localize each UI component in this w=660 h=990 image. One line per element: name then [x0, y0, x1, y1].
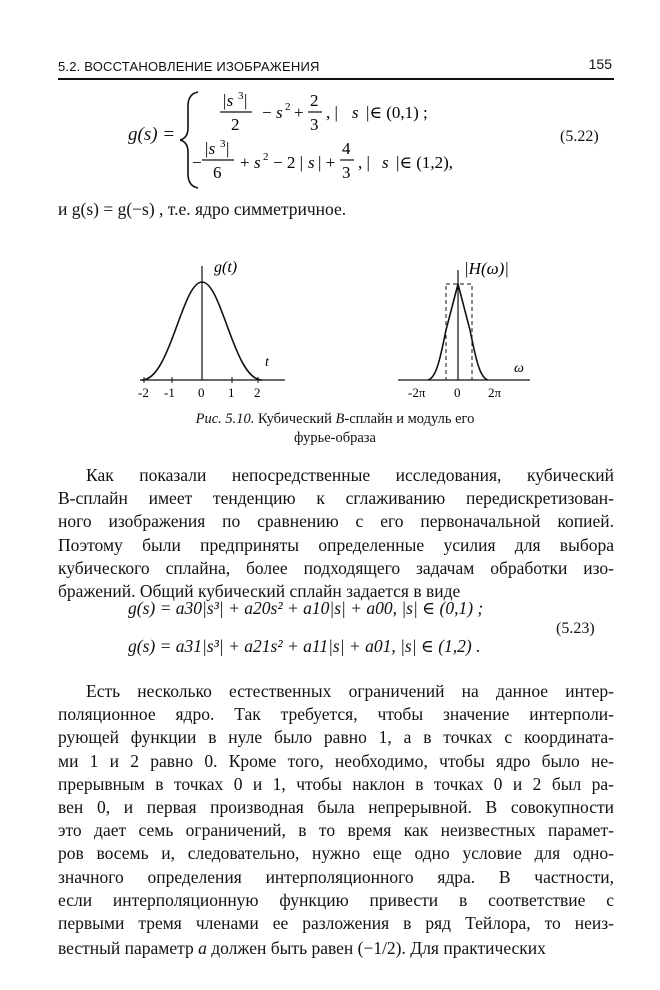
- svg-text:3: 3: [238, 90, 244, 102]
- text-line: поляционное ядро. Так требуется, чтобы значение интерполи-: [58, 704, 614, 725]
- fraction-minus-half: (−1/2): [357, 938, 402, 958]
- svg-text:s: s: [352, 103, 359, 122]
- eq-lhs: g(s) =: [128, 124, 176, 145]
- symmetry-statement: и g(s) = g(−s) , т.е. ядро симметричное.: [58, 199, 347, 219]
- text-line: ров восемь и, следовательно, нужно еще одно условие для одно-: [58, 843, 614, 864]
- svg-text:3: 3: [220, 138, 226, 150]
- text-line: Как показали непосредственные исследования, кубический: [86, 465, 614, 485]
- left-brace: [180, 92, 198, 188]
- svg-text:, |: , |: [326, 103, 338, 122]
- svg-text:s: s: [308, 153, 315, 172]
- left-ylabel: g(t): [214, 259, 238, 276]
- paragraph-1: [58, 464, 614, 603]
- svg-text:3: 3: [310, 115, 319, 134]
- equation-number: (5.22): [560, 128, 599, 145]
- tick-label: -2π: [408, 385, 426, 400]
- svg-text:| +: | +: [318, 153, 336, 172]
- left-xlabel: t: [265, 355, 269, 370]
- equation-number: (5.23): [556, 620, 595, 637]
- text-line: Есть несколько естественных ограничений на данное интер-: [86, 681, 614, 701]
- right-ylabel: |H(ω)|: [464, 259, 509, 278]
- svg-text:|∈ (1,2),: |∈ (1,2),: [396, 153, 454, 172]
- left-plot-bspline: [138, 259, 285, 400]
- text-line: вен 0, и первая производная была непрерывной. В совокупности: [58, 796, 614, 817]
- text-line: ного изображения по сравнению с его первоначальной копией.: [58, 511, 614, 532]
- svg-text:−: −: [192, 153, 202, 172]
- svg-text:3: 3: [342, 163, 351, 182]
- svg-text:4: 4: [342, 139, 351, 158]
- figure-5-10: [130, 250, 560, 410]
- case-2: [192, 138, 453, 182]
- svg-text:6: 6: [213, 163, 222, 182]
- svg-text:−: −: [262, 103, 272, 122]
- text-line: первыми тремя членами ее разложения в ряд Тейлора, то неиз-: [58, 912, 614, 933]
- text-line: кубического сплайна, более подходящего задачам обработки изо-: [58, 557, 614, 578]
- tick-label: 0: [454, 385, 461, 400]
- svg-text:|s: |s: [204, 139, 216, 158]
- text-line: это дает семь ограничений, в то время как неизвестных парамет-: [58, 820, 614, 841]
- tick-label: 1: [228, 385, 235, 400]
- right-ticks: [408, 385, 502, 400]
- page-number: 155: [588, 56, 612, 72]
- text-line: ми 1 и 2 равно 0. Кроме того, необходимо, чтобы ядро было не-: [58, 750, 614, 771]
- eq-brace-and-cases: [180, 88, 500, 192]
- svg-text:|: |: [226, 139, 230, 158]
- case-1: [220, 90, 428, 134]
- svg-text:+: +: [240, 153, 250, 172]
- svg-text:2: 2: [231, 115, 240, 134]
- text-line: значного определения интерполяционного ядра. В частности,: [58, 866, 614, 887]
- section-title: 5.2. ВОССТАНОВЛЕНИЕ ИЗОБРАЖЕНИЯ: [58, 59, 320, 74]
- svg-text:2: 2: [285, 101, 291, 113]
- text-line: прерывным в точках 0 и 1, чтобы наклон в точках 0 и 2 был ра-: [58, 773, 614, 794]
- svg-text:s: s: [276, 103, 283, 122]
- figure-caption: Рис. 5.10. Кубический B-сплайн и модуль его фурье-образа: [195, 411, 475, 446]
- tick-label: 2π: [488, 385, 502, 400]
- svg-text:2: 2: [263, 151, 269, 163]
- svg-text:, |: , |: [358, 153, 370, 172]
- right-xlabel: ω: [514, 361, 524, 376]
- eq-line-2: g(s) = a31|s³| + a21s² + a11|s| + a01, |s| ∈ (1,2) .: [128, 636, 481, 656]
- text-line: Поэтому были предприняты определенные усилия для выбора: [58, 534, 614, 555]
- running-header: [58, 56, 614, 80]
- svg-text:s: s: [382, 153, 389, 172]
- text-line: B-сплайн имеет тенденцию к сглаживанию передискретизован-: [58, 488, 614, 509]
- ideal-filter-box: [446, 284, 472, 380]
- tick-label: 0: [198, 385, 205, 400]
- text-line: рующей функции в нуле было равно 1, а в точках с координата-: [58, 727, 614, 748]
- last-line: вестный параметр a должен быть равен (−1/2). Для практических: [58, 938, 546, 958]
- eq-line-1: g(s) = a30|s³| + a20s² + a10|s| + a00, |s| ∈ (0,1) ;: [128, 598, 484, 618]
- svg-text:− 2 |: − 2 |: [273, 153, 303, 172]
- svg-text:|: |: [244, 91, 248, 110]
- svg-text:|s: |s: [222, 91, 234, 110]
- right-plot-spectrum: [398, 259, 530, 400]
- tick-label: -2: [138, 385, 149, 400]
- text-line: если интерполяционную функцию привести в соответствие с: [58, 889, 614, 910]
- svg-text:|∈ (0,1) ;: |∈ (0,1) ;: [366, 103, 428, 122]
- tick-label: -1: [164, 385, 175, 400]
- text-line: бражений. Общий кубический сплайн задается в виде: [58, 580, 461, 601]
- svg-text:s: s: [254, 153, 261, 172]
- svg-text:+: +: [294, 103, 304, 122]
- tick-label: 2: [254, 385, 261, 400]
- paragraph-2: [58, 680, 614, 935]
- svg-text:2: 2: [310, 91, 319, 110]
